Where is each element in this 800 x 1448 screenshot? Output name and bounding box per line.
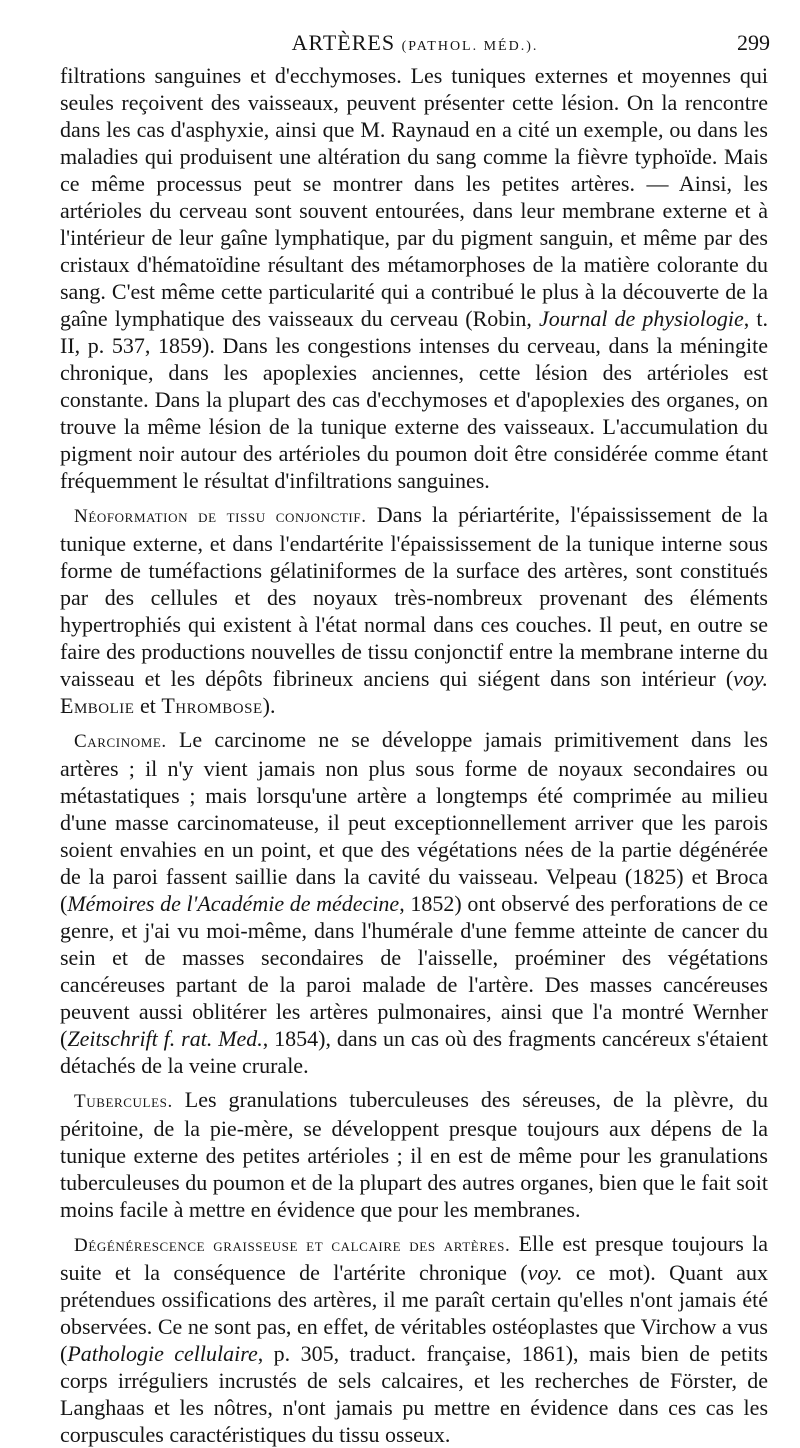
citation-title: Pathologie cellulaire <box>67 1341 258 1366</box>
text-run: ). <box>262 693 276 718</box>
body-text <box>60 62 768 1448</box>
page-header <box>60 26 770 66</box>
text-run: , 1852) ont observé des perforations de ce genre, et j'ai vu moi-même, dans l'humérale d'une femme atteinte de cancer du sein et de masses secondaires de l'aisselle, proéminer des végétations cancéreuses partant de la paroi malade de l'artère. Des masses cancéreuses peuvent aussi oblitérer les artères pulmonaires, ainsi que l'a montré Wernher ( <box>60 891 768 1051</box>
running-title-section: (PATHOL. MÉD.). <box>401 39 539 54</box>
text-run: Le carcinome ne se développe jamais primitivement dans les artères ; il n'y vient jamais non plus sous forme de noyaux secondaires ou métastatiques ; mais lorsqu'une artère a longtemps été comprimée au milieu d'une masse carcinomateuse, il peut exceptionnellement arriver que les parois soient envahies en un point, et que des végétations nées de la partie dégénérée de la paroi fassent saillie dans la cavité du vaisseau. Velpeau (1825) et Broca ( <box>60 727 768 916</box>
text-run: Dans la périartérite, l'épaississement de la tunique externe, et dans l'endartérite l'épaississement de la tunique interne sous forme de tuméfactions gélatiniformes de la surface des artères, sont constitués par des cellules et des noyaux très-nombreux provenant des éléments hypertrophiés qui existent à l'état normal dans ces couches. Il peut, en outre se faire des productions nouvelles de tissu conjonctif entre la membrane interne du vaisseau et les dépôts fibrineux anciens qui siégent dans son intérieur ( <box>60 502 768 691</box>
text-run: Elle est presque toujours la suite et la conséquence de l'artérite chronique ( <box>60 1231 768 1285</box>
paragraph-carcinome <box>60 726 768 1079</box>
paragraph-degenerescence <box>60 1230 768 1448</box>
text-run: ce mot). Quant aux prétendues ossifications des artères, il me paraît certain qu'elles n'ont jamais été observées. Ce ne sont pas, en effet, de véritables ostéoplastes que Virchow a vus ( <box>60 1260 768 1366</box>
citation-title: Journal de physiologie <box>539 306 744 331</box>
text-run: Les granulations tuberculeuses des séreuses, de la plèvre, du péritoine, de la pie-mère, se développent presque toujours aux dépens de la tunique externe des petites artérioles ; il en est de même pour les granulations tuberculeuses du poumon et de la plupart des autres organes, bien que le fait soit moins facile à mettre en évidence que pour les membranes. <box>60 1087 768 1222</box>
cross-reference-term: Thrombose <box>161 693 263 718</box>
section-heading: Néoformation de tissu conjonctif. <box>74 506 367 527</box>
text-run: et <box>134 693 162 718</box>
text-run: filtrations sanguines et d'ecchymoses. Les tuniques externes et moyennes qui seules reçoivent des vaisseaux, peuvent présenter cette lésion. On la rencontre dans les cas d'asphyxie, ainsi que M. Raynaud en a cité un exemple, ou dans les maladies qui produisent une altération du sang comme la fièvre typhoïde. Mais ce même processus peut se montrer dans les petites artères. — Ainsi, les artérioles du cerveau sont souvent entourées, dans leur membrane externe et à l'intérieur de leur gaîne lymphatique, par du pigment sanguin, et même par des cristaux d'hématoïdine résultant des métamorphoses de la matière colorante du sang. C'est même cette particularité qui a contribué le plus à la découverte de la gaîne lymphatique des vaisseaux du cerveau (Robin, <box>60 63 768 331</box>
text-run: , t. II, p. 537, 1859). Dans les congestions intenses du cerveau, dans la méningite chronique, dans les apoplexies anciennes, cette lésion des artérioles est constante. Dans la plupart des cas d'ecchymoses et d'apoplexies des organes, on trouve la même lésion de la tunique externe des vaisseaux. L'accumulation du pigment noir autour des artérioles du poumon doit être considérée comme étant fréquemment le résultat d'infiltrations sanguines. <box>60 306 768 493</box>
paragraph-neoformation <box>60 501 768 719</box>
section-heading: Carcinome. <box>74 731 167 752</box>
text-run: , 1854), dans un cas où des fragments cancéreux s'étaient détachés de la veine crurale. <box>60 1026 768 1078</box>
section-heading: Tubercules. <box>74 1091 173 1112</box>
running-title <box>60 30 770 56</box>
page-number: 299 <box>737 30 770 55</box>
citation-title: Zeitschrift f. rat. Med. <box>67 1026 263 1051</box>
citation-title: Mémoires de l'Académie de médecine <box>67 891 400 916</box>
section-heading: Dégénérescence graisseuse et calcaire des artères. <box>74 1235 511 1256</box>
cross-reference: voy. <box>733 666 768 691</box>
paragraph-tubercules <box>60 1086 768 1223</box>
paragraph-continuation <box>60 62 768 494</box>
cross-reference: voy. <box>527 1260 563 1285</box>
text-run: , p. 305, traduct. française, 1861), mais bien de petits corps irréguliers incrustés de sels calcaires, et les recherches de Förster, de Langhaas et les nôtres, n'ont jamais pu mettre en évidence dans ces cas les corpuscules caractéristiques du tissu osseux. <box>60 1341 768 1447</box>
running-title-main: ARTÈRES <box>291 30 396 55</box>
cross-reference-term: Embolie <box>60 693 135 718</box>
